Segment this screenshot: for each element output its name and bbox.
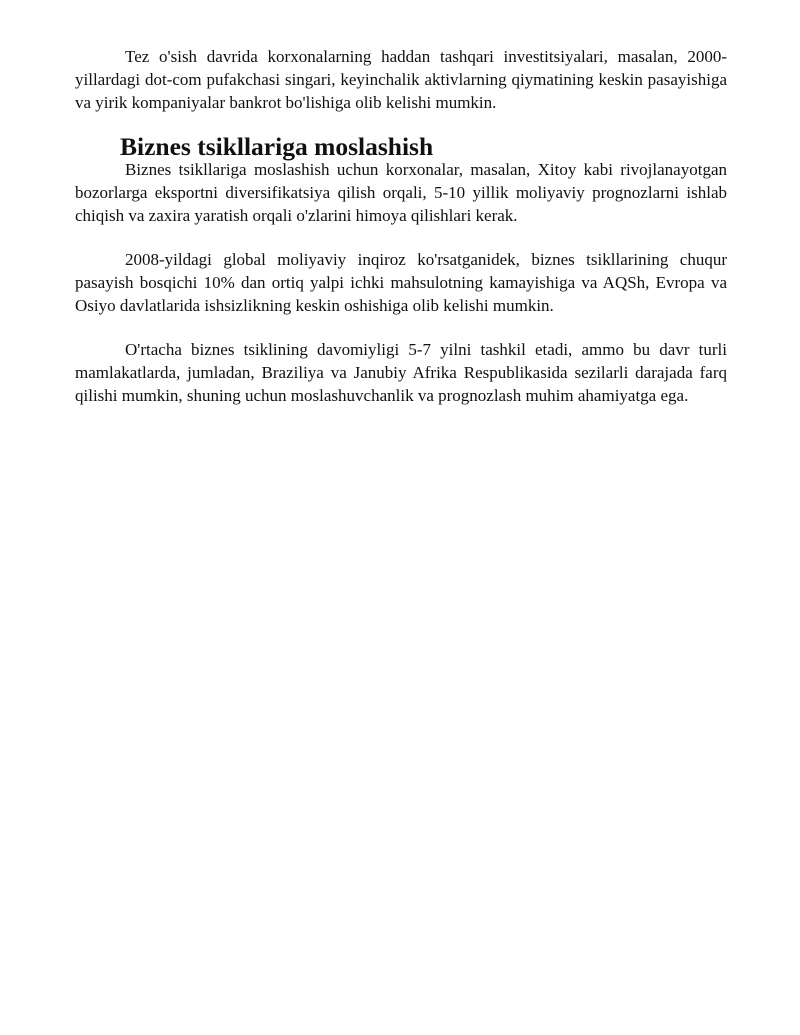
paragraph-cycle-duration: O'rtacha biznes tsiklining davomiyligi 5-7 yilni tashkil etadi, ammo bu davr turli mamlakatlarda, jumladan, Braziliya va Janubiy Afrika Respublikasida sezilarli darajada farq qilishi mumkin, shuning uchun moslashuvchanlik va prognozlash muhim ahamiyatga ega. — [75, 340, 727, 405]
paragraph-gap — [75, 317, 727, 338]
document-page — [75, 45, 727, 407]
paragraph-crisis-2008: 2008-yildagi global moliyaviy inqiroz ko'rsatganidek, biznes tsikllarining chuqur pasayish bosqichi 10% dan ortiq yalpi ichki mahsulotning kamayishiga va AQSh, Evropa va Osiyo davlatlarida ishsizlikning keskin oshishiga olib kelishi mumkin. — [75, 250, 727, 315]
paragraph-overinvestment: Tez o'sish davrida korxonalarning haddan tashqari investitsiyalari, masalan, 2000-yillardagi dot-com pufakchasi singari, keyinchalik aktivlarning qiymatining keskin pasayishiga va yirik kompaniyalar bankrot bo'lishiga olib kelishi mumkin. — [75, 47, 727, 112]
paragraph-gap — [75, 227, 727, 248]
section-heading: Biznes tsikllariga moslashish — [120, 132, 434, 161]
paragraph-adaptation: Biznes tsikllariga moslashish uchun korxonalar, masalan, Xitoy kabi rivojlanayotgan bozorlarga eksportni diversifikatsiya qilish orqali, 5-10 yillik moliyaviy prognozlarni ishlab chiqish va zaxira yaratish orqali o'zlarini himoya qilishlari kerak. — [75, 160, 727, 225]
